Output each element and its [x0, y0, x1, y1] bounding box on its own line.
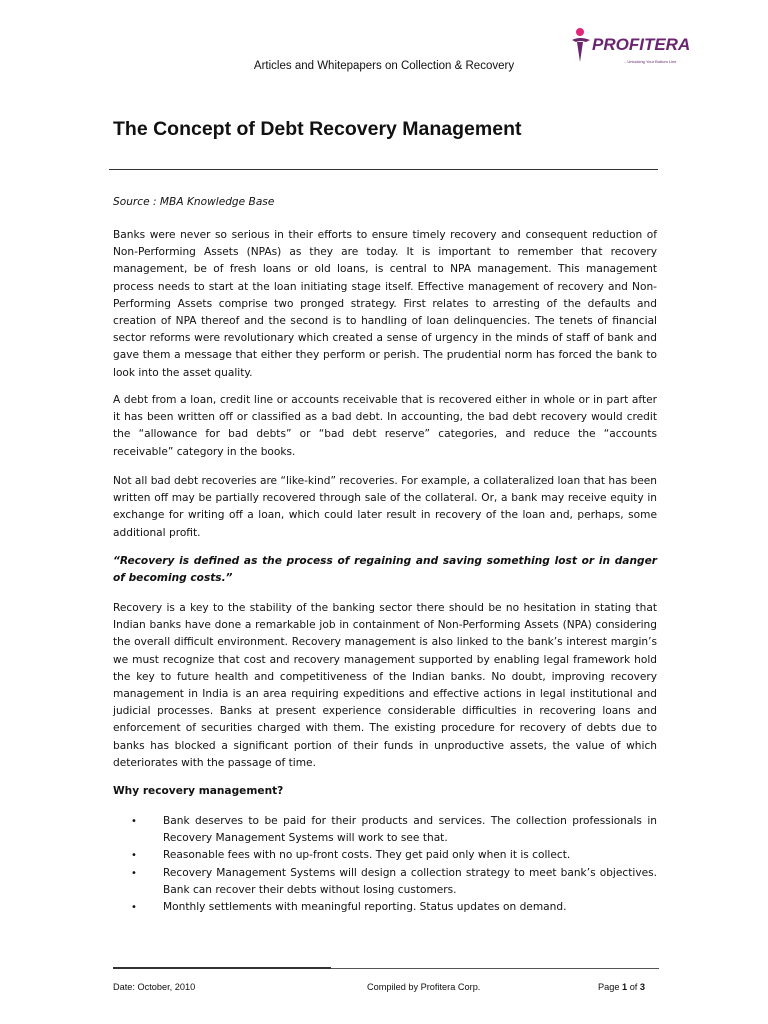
- page-of: of: [627, 982, 640, 992]
- bullet-icon: •: [131, 850, 137, 862]
- logo-tagline: ...Unlocking Your Bottom Line: [624, 59, 677, 64]
- section-heading: Why recovery management?: [113, 785, 284, 797]
- bullet-icon: •: [131, 816, 137, 827]
- list-item-text: Reasonable fees with no up-front costs. They get paid only when it is collect.: [163, 849, 571, 862]
- source-line: Source : MBA Knowledge Base: [113, 196, 275, 208]
- list-item: [113, 847, 657, 864]
- paragraph-2: A debt from a loan, credit line or accounts receivable that is recovered either in whole or in part after it has been written off or classified as a bad debt. In accounting, the bad debt recovery would credit the “allowance for bad debts” or “bad debt reserve” categories, and reduce the “accounts receivable” category in the books.: [113, 394, 657, 458]
- list-item: [113, 865, 657, 899]
- page-current: 1: [622, 982, 628, 992]
- footer-divider-accent: [113, 967, 331, 969]
- page-total: 3: [639, 982, 646, 992]
- bullet-icon: •: [131, 867, 137, 879]
- profitera-logo: [566, 26, 691, 70]
- footer-date: Date: October, 2010: [113, 982, 196, 992]
- list-item-text: Monthly settlements with meaningful reporting. Status updates on demand.: [163, 901, 567, 914]
- bullet-icon: •: [131, 902, 137, 914]
- logo-wordmark: PROFITERA: [592, 35, 691, 54]
- page-prefix: Page: [598, 982, 623, 992]
- paragraph-4: Recovery is a key to the stability of the banking sector there should be no hesitation in stating that Indian banks have done a remarkable job in containment of Non-Performing Assets (NPA) considering the overall difficult environment. Recovery management is also linked to the bank’s interest margin’s we must recognize that cost and recovery management supported by enabling legal framework hold the key to future health and competitiveness of the Indian banks. No doubt, improving recovery management in India is an area requiring expeditions and effective actions in legal institutional and judicial processes. Banks at present experience considerable difficulties in recovering loans and enforcement of securities charged with them. The existing procedure for recovery of debts due to banks has blocked a significant portion of their funds in unproductive assets, the value of which deteriorates with the passage of time.: [113, 602, 657, 769]
- paragraph-3: Not all bad debt recoveries are “like-kind” recoveries. For example, a collateralized loan that has been written off may be partially recovered through sale of the collateral. Or, a bank may receive equity in exchange for writing off a loan, which could later result in recovery of the loan and, perhaps, some additional profit.: [113, 475, 657, 539]
- definition-quote: “Recovery is defined as the process of regaining and saving something lost or in danger of becoming costs.”: [113, 555, 657, 585]
- list-item: [113, 813, 657, 847]
- paragraph-1: Banks were never so serious in their efforts to ensure timely recovery and consequent reduction of Non-Performing Assets (NPAs) as they are today. It is important to remember that recovery management, be of fresh loans or old loans, is central to NPA management. This management process needs to start at the loan initiating stage itself. Effective management of recovery and Non-Performing Assets comprise two pronged strategy. First relates to arresting of the defaults and creation of NPA thereof and the second is to handling of loan delinquencies. The tenets of financial sector reforms were revolutionary which created a sense of urgency in the minds of staff of bank and gave them a message that either they perform or perish. The prudential norm has forced the bank to look into the asset quality.: [113, 229, 657, 379]
- footer-compiled-by: Compiled by Profitera Corp.: [367, 982, 481, 992]
- bullet-list: [113, 813, 657, 916]
- list-item: [113, 899, 657, 916]
- title-divider: [109, 169, 658, 170]
- page-title: The Concept of Debt Recovery Management: [113, 118, 522, 140]
- list-item-text: Recovery Management Systems will design a collection strategy to meet bank’s objectives. Bank can recover their debts without losing customers.: [163, 866, 657, 896]
- page-number: [598, 982, 645, 992]
- header-text: Articles and Whitepapers on Collection & Recovery: [253, 60, 515, 72]
- list-item-text: Bank deserves to be paid for their products and services. The collection professionals in Recovery Management Systems will work to see that.: [163, 815, 657, 845]
